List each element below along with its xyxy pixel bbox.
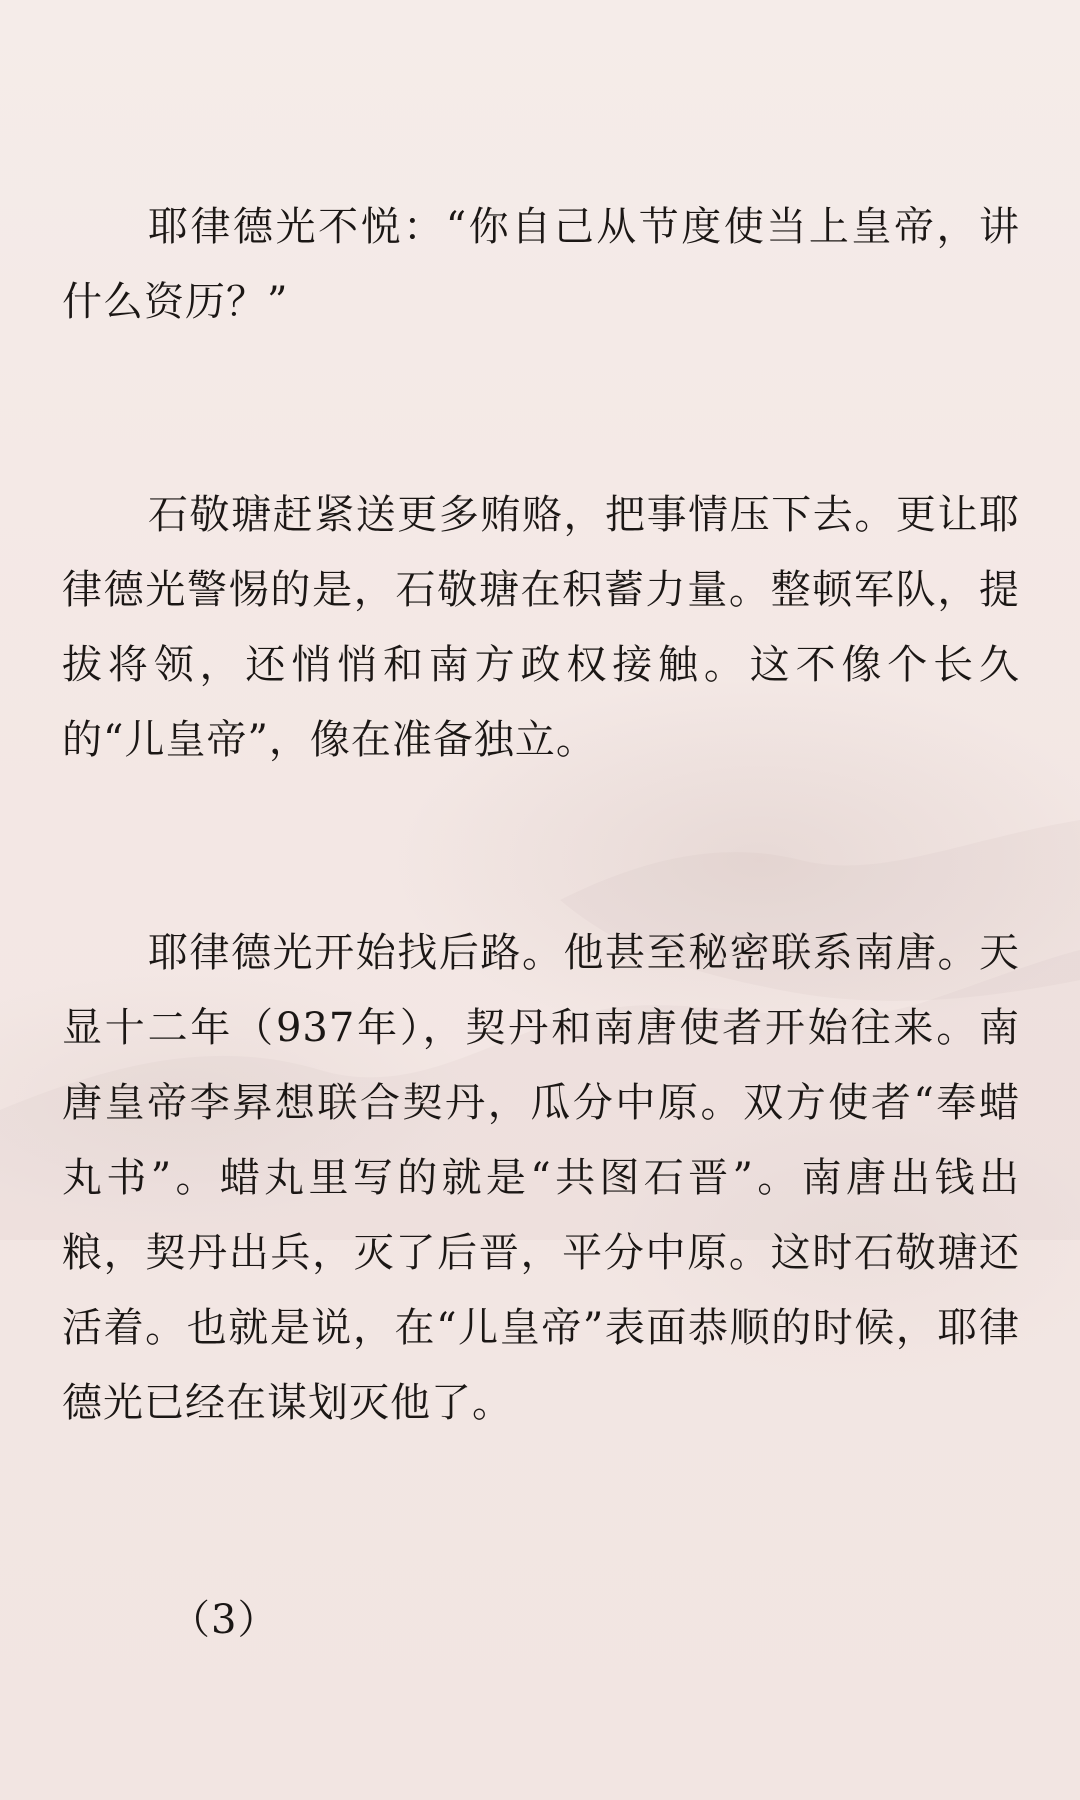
paragraph-3: 耶律德光开始找后路。他甚至秘密联系南唐。天显十二年（937年），契丹和南唐使者开始往来。南唐皇帝李昪想联合契丹，瓜分中原。双方使者“奉蜡丸书”。蜡丸里写的就是“共图石晋”。南唐出钱出粮，契丹出兵，灭了后晋，平分中原。这时石敬瑭还活着。也就是说，在“儿皇帝”表面恭顺的时候，耶律德光已经在谋划灭他了。 xyxy=(62,930,1020,1426)
paragraph-1: 耶律德光不悦：“你自己从节度使当上皇帝，讲什么资历？” xyxy=(62,204,1020,325)
paragraph-2: 石敬瑭赶紧送更多贿赂，把事情压下去。更让耶律德光警惕的是，石敬瑭在积蓄力量。整顿军队，提拔将领，还悄悄和南方政权接触。这不像个长久的“儿皇帝”，像在准备独立。 xyxy=(62,492,1020,763)
section-number-marker: （3） xyxy=(170,1597,279,1643)
